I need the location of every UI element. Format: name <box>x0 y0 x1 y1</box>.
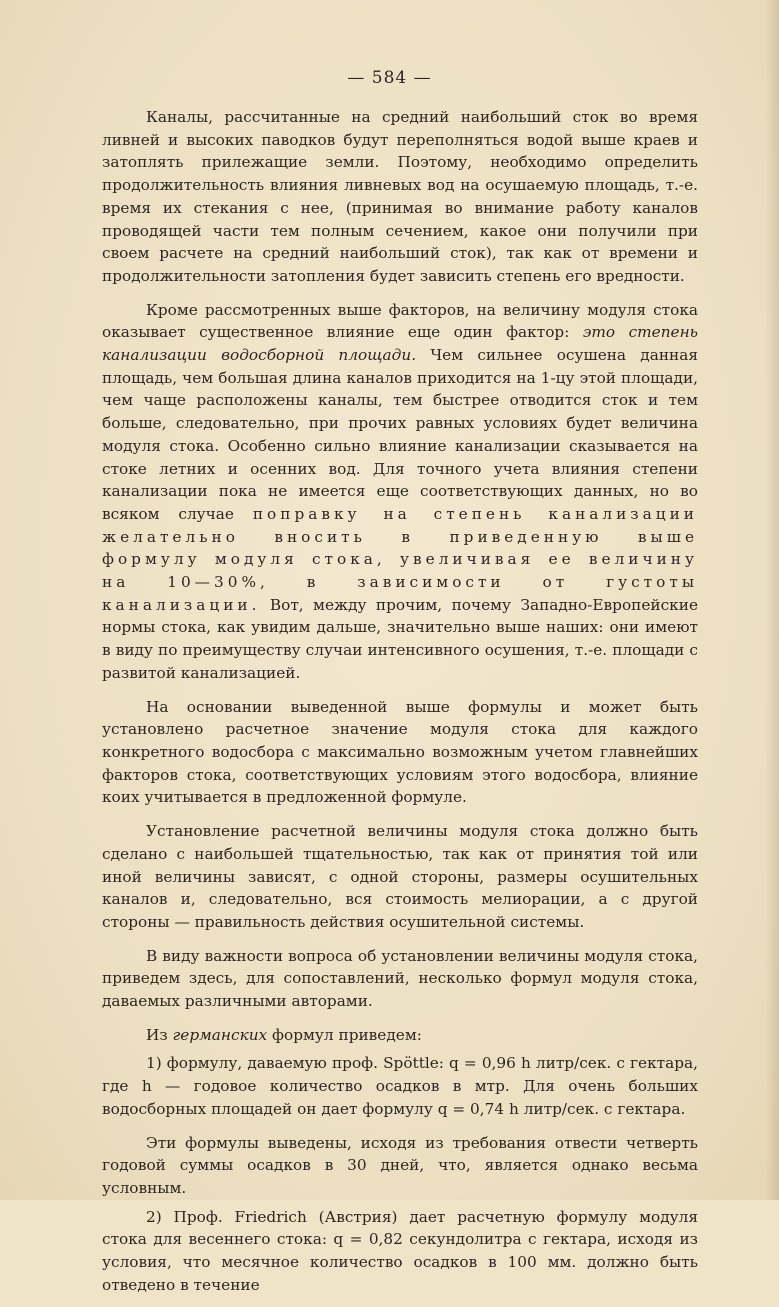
page-number: — 584 — <box>347 68 432 88</box>
page-edge-shadow <box>765 0 779 1200</box>
paragraph-2-spaced: поправку на степень канализации желательно вносить в приведенную выше формулу модуля стока, увеличивая ее величину на 10—30%, в зависимости от густоты канализации. <box>102 504 698 614</box>
paragraph-6-text-b: формул приведем: <box>267 1025 422 1044</box>
paragraph-1: Каналы, рассчитанные на средний наибольший сток во время ливней и высоких паводков будут переполняться водой выше краев и затоплять прилежащие земли. Поэтому, необходимо определить продолжительность влияния ливневых вод на осушаемую площадь, т.-е. время их стекания с нее, (принимая во внимание работу каналов проводящей части тем полным сечением, какое они получили при своем расчете на средний наибольший сток), так как от времени и продолжительности затопления будет зависить степень его вредности. <box>102 108 698 285</box>
paragraph-6-text-a: Из <box>146 1025 173 1044</box>
paragraph-2-text-b: Чем сильнее осушена данная площадь, чем большая длина каналов приходится на 1-цу этой площади, чем чаще расположены каналы, тем быстрее отводится сток и тем больше, следовательно, при прочих равных условиях будет величина модуля стока. Особенно сильно влияние канализации сказывается на стоке летних и осенних вод. Для точного учета влияния степени канализации пока не имеется еще соответствующих данных, но во всяком случае <box>102 346 698 523</box>
paragraph-3: На основании выведенной выше формулы и может быть установлено расчетное значение модуля стока для каждого конкретного водосбора с максимально возможным учетом главнейших факторов стока, соответствующих условиям этого водосбора, влияние коих учитывается в предложенной формуле. <box>102 697 698 807</box>
paragraph-8: Эти формулы выведены, исходя из требования отвести четверть годовой суммы осадков в 30 дней, что, является однако весьма условным. <box>102 1133 698 1197</box>
paragraph-2-text-a: Кроме рассмотренных выше факторов, на величину модуля стока оказывает существенное влияние еще один фактор: <box>102 300 698 342</box>
page-body <box>102 106 698 1307</box>
paragraph-6-italic: германских <box>172 1025 268 1044</box>
paragraph-2-text-c: Вот, между прочим, почему Западно-Европейские нормы стока, как увидим дальше, значительно выше наших: они имеют в виду по преимуществу случаи интенсивного осушения, т.-е. площади с развитой канализацией. <box>102 595 698 682</box>
paragraph-2-italic: это степень канализации водосборной площади. <box>102 323 698 365</box>
paragraph-2 <box>102 299 698 685</box>
paragraph-4: Установление расчетной величины модуля стока должно быть сделано с наибольшей тщательностью, так как от принятия той или иной величины зависят, с одной стороны, размеры осушительных каналов и, следовательно, вся стоимость мелиорации, а с другой стороны — правильность действия осушительной системы. <box>102 822 698 931</box>
paragraph-9: 2) Проф. Friedrich (Австрия) дает расчетную формулу модуля стока для весеннего стока: q = 0,82 секундолитра с гектара, исходя из условия, что месячное количество осадков в 100 мм. должно быть отведено в течение <box>102 1207 698 1294</box>
paragraph-7: 1) формулу, даваемую проф. Spöttle: q = 0,96 h литр/сек. с гектара, где h — годовое количество осадков в мтр. Для очень больших водосборных площадей он дает формулу q = 0,74 h литр/сек. с гектара. <box>102 1054 698 1118</box>
paragraph-5: В виду важности вопроса об установлении величины модуля стока, приведем здесь, для сопоставлений, несколько формул модуля стока, даваемых различными авторами. <box>102 946 698 1011</box>
paragraph-6 <box>102 1024 698 1047</box>
